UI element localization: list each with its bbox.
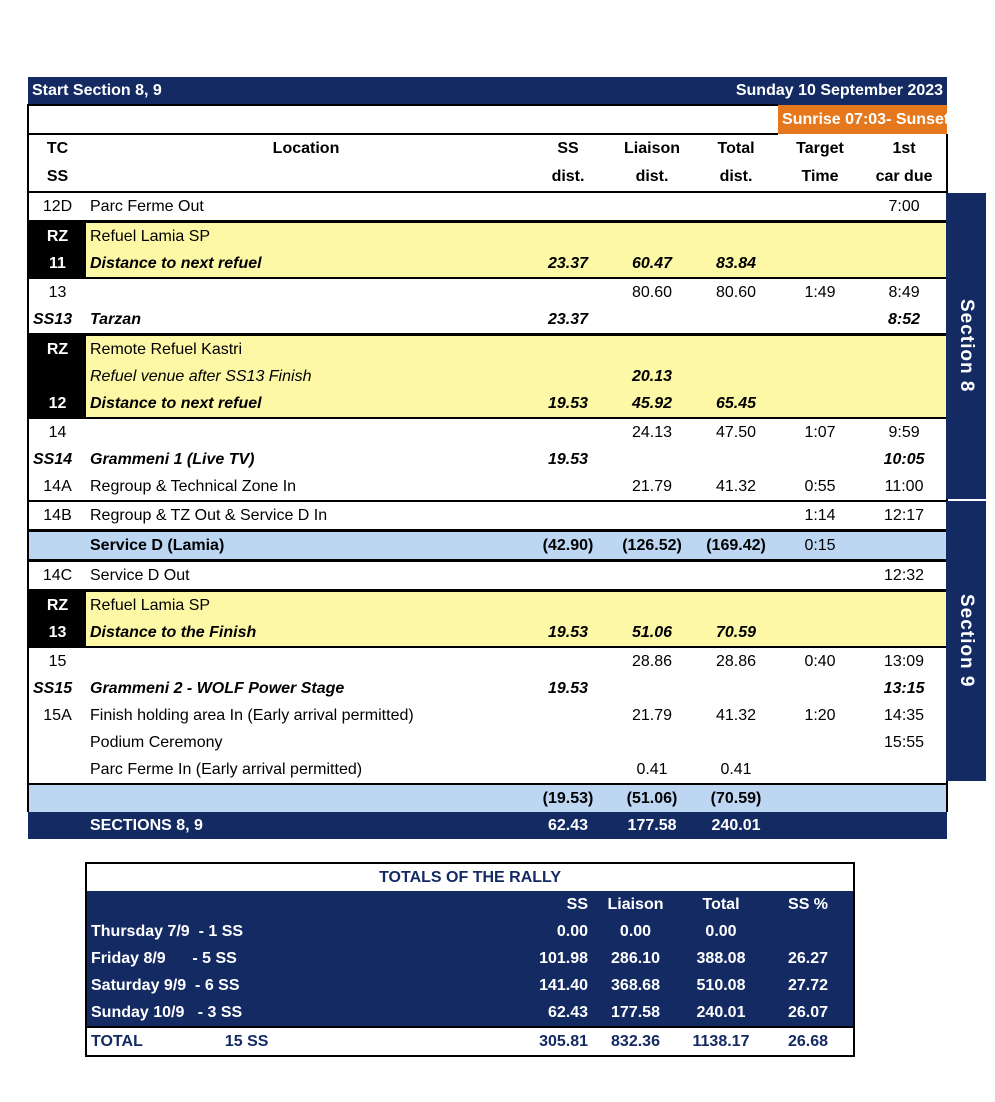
table-cell [86,647,526,675]
rz-label: RZ [28,222,86,251]
table-cell [862,812,947,839]
refuel-distance-row [28,250,947,278]
table-cell [694,446,778,473]
col-location: Location [272,140,340,157]
stage-row [28,675,947,702]
table-cell [86,784,526,812]
table-cell: SS13 [33,310,73,328]
table-cell: SECTIONS 8, 9 [86,812,526,839]
cell-text: Saturday 9/9 [91,976,187,994]
table-cell: 0:15 [778,531,862,561]
table-cell [862,784,947,812]
table-cell [610,192,694,222]
table-cell: 14B [28,501,86,531]
table-cell: 28.86 [694,647,778,675]
table-cell [778,756,862,784]
table-cell: Distance to next refuel [86,390,526,418]
table-cell: 13 [28,278,86,306]
table-cell: (51.06) [610,784,694,812]
table-cell: 23.37 [547,310,589,328]
table-cell: 0.41 [720,760,752,778]
table-row [28,473,947,501]
table-cell: 101.98 [356,945,592,972]
table-cell: 12 [28,390,86,418]
table-cell [86,918,356,945]
totals-title: TOTALS OF THE RALLY [86,863,854,891]
cell-text: Friday 8/9 [91,949,166,967]
table-cell: 47.50 [694,418,778,446]
table-cell: 14A [43,477,72,495]
table-cell [610,561,694,591]
table-cell: 20.13 [610,363,694,390]
table-cell: SS [356,891,592,918]
table-cell: 26.68 [763,1027,854,1056]
table-cell [610,675,694,702]
table-cell [610,591,694,620]
col-ss-dist: SS [557,140,579,157]
table-cell [862,756,947,784]
table-cell: 0.00 [679,918,763,945]
table-cell: 1138.17 [679,1027,763,1056]
totals-header [86,891,854,918]
table-cell [86,891,356,918]
table-row [28,702,947,729]
table-cell: 80.60 [694,278,778,306]
table-cell [610,446,694,473]
table-cell [778,192,862,222]
table-cell: 21.79 [631,477,673,495]
table-cell [28,531,86,561]
table-cell: 23.37 [526,250,610,278]
table-cell [526,647,610,675]
table-cell: RZ [28,591,86,620]
row-location: Parc Ferme Out [86,192,526,222]
table-cell [694,561,778,591]
table-cell: 141.40 [356,972,592,999]
table-cell: Parc Ferme In (Early arrival permitted) [90,760,363,778]
table-cell: 0.00 [356,918,592,945]
table-cell: 28.86 [610,647,694,675]
header-row [28,77,947,105]
table-cell: 14C [42,566,73,584]
table-cell [28,784,86,812]
cell-text: - 6 SS [195,976,240,994]
col-target-2: Time [801,168,839,185]
col-ss-dist-2: dist. [551,168,585,185]
table-cell: 12:17 [862,501,947,531]
table-cell [778,619,862,647]
table-cell: Refuel Lamia SP [86,591,526,620]
table-cell: 14:35 [884,706,925,724]
table-cell: Service D (Lamia) [86,531,526,561]
table-cell: 11 [28,250,86,278]
col-car: 1st [892,139,916,157]
table-cell [778,812,862,839]
col-car-2: car due [875,168,933,185]
table-cell: 21.79 [631,706,673,724]
col-total: Total [717,140,755,157]
table-cell: 240.01 [679,999,763,1027]
table-cell: 368.68 [592,972,679,999]
table-cell: 832.36 [592,1027,679,1056]
table-cell [862,335,947,364]
table-cell: Regroup & Technical Zone In [90,477,297,495]
col-ss: SS [46,168,69,185]
table-cell [526,335,610,364]
cell-text: Thursday 7/9 [91,922,190,940]
table-cell: 60.47 [610,250,694,278]
table-cell [694,363,778,390]
rally-totals-table [85,862,855,1057]
cell-text: Sunday 10/9 [91,1003,185,1021]
table-cell: 80.60 [610,278,694,306]
table-cell: 14 [28,418,86,446]
row-due: 7:00 [862,192,947,222]
table-cell: 305.81 [356,1027,592,1056]
section-9-label: Section 9 [956,594,977,688]
table-cell: 62.43 [526,812,610,839]
table-cell [610,222,694,251]
cell-text: - 3 SS [197,1003,243,1021]
table-cell: 45.92 [610,390,694,418]
table-cell [778,363,862,390]
table-cell: Regroup & TZ Out & Service D In [86,501,526,531]
cell-text: 15 SS [224,1032,269,1050]
table-cell [526,363,610,390]
refuel-row [28,591,947,620]
table-cell [526,561,610,591]
table-cell [28,812,86,839]
table-cell [694,306,778,335]
table-cell: Grammeni 1 (Live TV) [90,450,255,468]
table-cell: 13:15 [883,679,925,697]
table-cell: 1:49 [778,278,862,306]
table-cell [28,363,86,390]
table-cell [526,591,610,620]
table-cell: 286.10 [592,945,679,972]
table-cell [610,729,694,756]
table-row [28,278,947,306]
col-liaison: Liaison [624,140,681,157]
table-cell: SS15 [33,679,73,697]
table-cell: 0:40 [778,647,862,675]
table-cell: 15A [43,706,72,724]
table-cell [694,729,778,756]
table-cell [526,756,610,784]
cell-text: - 5 SS [192,949,237,967]
table-cell: 19.53 [526,390,610,418]
table-cell [778,591,862,620]
table-cell: Service D Out [90,566,190,584]
refuel-venue-row [28,363,947,390]
table-cell: Liaison [592,891,679,918]
table-cell [526,473,610,501]
section-8-band [946,193,986,499]
table-cell [694,335,778,364]
table-cell [86,1027,356,1056]
table-row [28,729,947,756]
table-cell [86,278,526,306]
table-cell [862,531,947,561]
table-cell: 27.72 [763,972,854,999]
table-cell [526,278,610,306]
table-cell [778,446,862,473]
sun-times: Sunrise 07:03- Sunset 19:43 [778,105,947,134]
stage-row [28,306,947,335]
table-cell [526,729,610,756]
table-cell [526,501,610,531]
table-cell: 83.84 [694,250,778,278]
table-cell: 65.45 [694,390,778,418]
table-cell: 1:20 [804,706,836,724]
table-cell [526,418,610,446]
table-cell: Total [679,891,763,918]
date-label: Sunday 10 September 2023 [526,77,947,105]
table-cell: 26.27 [763,945,854,972]
table-row [28,561,947,591]
table-cell: Distance to next refuel [86,250,526,278]
table-cell: 24.13 [610,418,694,446]
table-cell: 26.07 [763,999,854,1027]
table-cell [862,363,947,390]
table-cell [778,250,862,278]
table-cell [610,306,694,335]
table-cell [86,999,356,1027]
totals-day-row [86,999,854,1027]
table-cell [28,105,778,134]
table-cell: 41.32 [715,706,757,724]
table-cell: 70.59 [694,619,778,647]
column-header-2 [28,163,947,192]
table-cell [526,702,610,729]
table-cell: 1:07 [778,418,862,446]
table-cell: SS % [763,891,854,918]
table-cell: Tarzan [90,310,141,328]
table-cell: SS14 [33,450,73,468]
cell-text: TOTAL [91,1032,143,1050]
column-header-1 [28,134,947,163]
table-cell [778,390,862,418]
table-cell [778,306,862,335]
row-location: Refuel Lamia SP [86,222,526,251]
table-cell [28,729,86,756]
table-cell [862,250,947,278]
table-cell [526,192,610,222]
totals-day-row [86,918,854,945]
table-cell: (19.53) [526,784,610,812]
section-title: Start Section 8, 9 [28,77,526,105]
table-cell: 177.58 [610,812,694,839]
col-tc: TC [46,140,69,157]
table-cell [862,591,947,620]
table-cell [526,222,610,251]
table-cell [86,945,356,972]
table-cell: Podium Ceremony [90,733,223,751]
table-cell [778,335,862,364]
table-cell: RZ [28,335,86,364]
table-cell [862,619,947,647]
table-cell [778,729,862,756]
totals-day-row [86,945,854,972]
table-cell: 240.01 [694,812,778,839]
table-cell: 19.53 [526,619,610,647]
table-cell: 19.53 [547,679,589,697]
sections-total-row [28,812,947,839]
totals-day-row [86,972,854,999]
table-cell: 1:14 [778,501,862,531]
table-cell: (169.42) [694,531,778,561]
table-row [28,418,947,446]
table-cell [862,390,947,418]
table-cell: 9:59 [862,418,947,446]
table-cell: Remote Refuel Kastri [86,335,526,364]
table-cell: 41.32 [715,477,757,495]
table-cell: 388.08 [679,945,763,972]
table-row [28,501,947,531]
table-cell: (126.52) [610,531,694,561]
table-cell [694,501,778,531]
table-cell: Grammeni 2 - WOLF Power Stage [90,679,345,697]
table-cell: Distance to the Finish [86,619,526,647]
table-cell: 0:55 [804,477,836,495]
table-cell: Finish holding area In (Early arrival permitted) [90,706,414,724]
table-cell: 19.53 [547,450,589,468]
col-total-2: dist. [719,168,753,185]
totals-grand-row [86,1027,854,1056]
table-cell: 62.43 [356,999,592,1027]
refuel-distance-row [28,390,947,418]
table-cell [763,918,854,945]
table-cell [778,784,862,812]
table-cell [28,756,86,784]
row-tc: 12D [28,192,86,222]
table-cell: Refuel venue after SS13 Finish [86,363,526,390]
table-cell [86,972,356,999]
col-liaison-2: dist. [635,168,669,185]
table-cell [86,163,526,192]
table-cell: 12:32 [884,566,925,584]
table-row [28,647,947,675]
table-cell: 0.41 [636,760,668,778]
table-cell [86,418,526,446]
refuel-row [28,222,947,251]
stage-row [28,446,947,473]
table-cell: 177.58 [592,999,679,1027]
table-cell: 0.00 [592,918,679,945]
table-cell [610,335,694,364]
table-cell: 10:05 [883,450,925,468]
table-cell [694,192,778,222]
subtotal-row [28,784,947,812]
table-cell: 8:52 [888,310,921,328]
table-cell: (42.90) [526,531,610,561]
table-cell: 15:55 [884,733,925,751]
table-row [28,756,947,784]
table-cell [862,222,947,251]
cell-text: - 1 SS [198,922,244,940]
section-9-band [946,501,986,781]
section-8-label: Section 8 [956,299,977,393]
refuel-distance-row [28,619,947,647]
table-cell: 51.06 [610,619,694,647]
refuel-row [28,335,947,364]
table-cell [778,222,862,251]
table-cell [694,222,778,251]
table-cell [778,561,862,591]
sun-row [28,105,947,134]
service-row [28,531,947,561]
table-cell [694,675,778,702]
table-cell: 13:09 [862,647,947,675]
table-cell [694,591,778,620]
table-cell: 510.08 [679,972,763,999]
table-cell [610,501,694,531]
table-cell: (70.59) [694,784,778,812]
table-cell: 13 [28,619,86,647]
table-row [28,192,947,222]
table-cell: 8:49 [862,278,947,306]
col-target: Target [796,139,844,157]
table-cell: 15 [28,647,86,675]
table-cell: 11:00 [884,477,924,495]
table-cell [778,675,862,702]
